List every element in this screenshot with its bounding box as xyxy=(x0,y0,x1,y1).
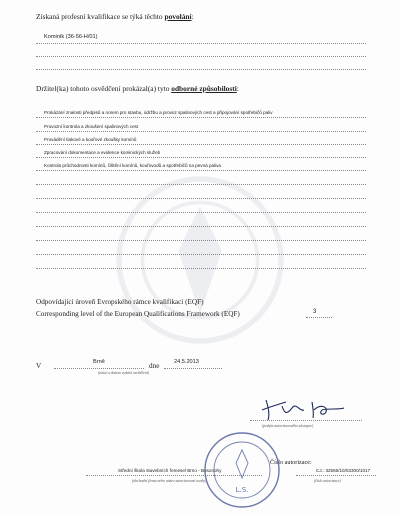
dotted-line xyxy=(250,420,362,421)
signature xyxy=(258,396,348,422)
date-value: 24.5.2013 xyxy=(174,359,199,365)
authorization-number-caption: (číslo autorizace) xyxy=(314,479,341,483)
occupation-heading-suffix: : xyxy=(191,12,194,21)
dotted-line xyxy=(36,131,366,132)
date-label: dne xyxy=(149,362,160,370)
dotted-line xyxy=(36,184,366,185)
competence-item: Provádění tlakové a kouřové zkoušky komínů xyxy=(44,137,137,142)
dotted-line xyxy=(36,254,366,255)
stamp-text: L.S. xyxy=(235,486,249,494)
dotted-line xyxy=(36,240,366,241)
eqf-label-cz: Odpovídající úroveň Evropského rámce kvalifikací (EQF) xyxy=(36,298,204,306)
competence-heading-prefix: Držitel(ka) tohoto osvědčení prokázal(a) tyto xyxy=(36,84,172,93)
authorization-number-label: Číslo autorizace: xyxy=(270,459,312,466)
dotted-line xyxy=(36,268,366,269)
dotted-line xyxy=(36,56,366,57)
dotted-line xyxy=(36,69,366,70)
dotted-line xyxy=(36,170,366,171)
place-date-caption: (místo a datum vydání osvědčení) xyxy=(98,371,150,375)
dotted-line xyxy=(36,43,366,44)
authorized-person-caption: (obchodní firma nebo název autorizované osoby) xyxy=(132,479,207,483)
eqf-level: 3 xyxy=(313,309,317,315)
occupation-heading-keyword: povolání xyxy=(164,12,192,21)
competence-item: Provozní kontrola a zkoušení spalinových cest xyxy=(44,124,139,129)
dotted-line xyxy=(54,368,144,369)
place-value: Brně xyxy=(93,359,105,365)
dotted-line xyxy=(296,475,376,476)
competence-heading xyxy=(36,84,239,93)
competence-item: Prokázání znalosti předpisů a norem pro stavbu, údržbu a provoz spalinových cest a připojování spotřebičů paliv xyxy=(44,110,273,115)
authorization-number: CJ.: 32555/10/03300/1017 xyxy=(316,468,371,473)
dotted-line xyxy=(36,226,366,227)
occupation-heading xyxy=(36,12,194,21)
dotted-line xyxy=(36,198,366,199)
competence-heading-suffix: : xyxy=(236,84,239,93)
dotted-line xyxy=(306,317,332,318)
dotted-line xyxy=(36,144,366,145)
place-prefix: V xyxy=(36,362,42,370)
dotted-line xyxy=(36,157,366,158)
eqf-label-en: Corresponding level of the European Qualifications Framework (EQF) xyxy=(36,310,240,318)
occupation-heading-prefix: Získaná profesní kvalifikace se týká těchto xyxy=(36,12,165,21)
dotted-line xyxy=(36,212,366,213)
competence-heading-keyword: odborné způsobilosti xyxy=(171,84,237,93)
signature-caption: (podpis autorizovaného zástupce) xyxy=(262,424,314,428)
competence-item: Kontrola průchodnosti komínů, čištění komínů, kouřovodů a spotřebičů na pevná paliva xyxy=(44,163,221,168)
dotted-line xyxy=(164,368,222,369)
authorized-person-name: Střední škola stavebních řemesel Brno - Bosonohy xyxy=(118,468,222,473)
dotted-line xyxy=(36,117,366,118)
competence-item: Zpracování dokumentace a evidence kominických služeb xyxy=(44,150,161,155)
official-stamp xyxy=(202,430,282,510)
watermark-emblem xyxy=(110,170,290,350)
occupation-item: Kominík (36-56-H/01) xyxy=(44,34,98,40)
